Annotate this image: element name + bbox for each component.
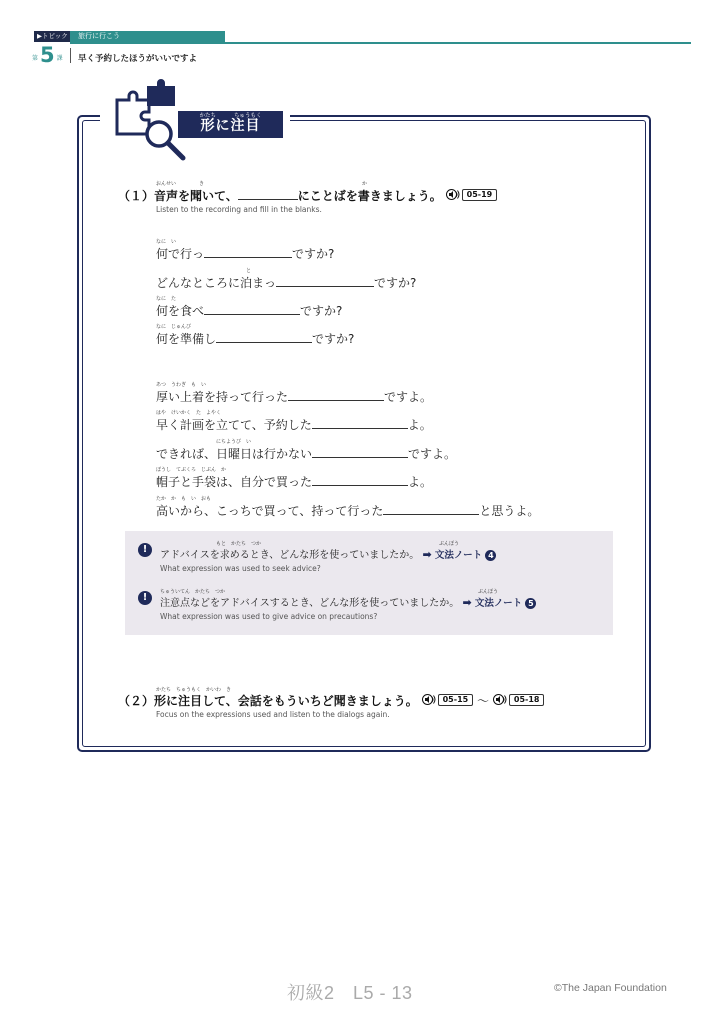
g2-ruby-1: あつ うわぎ も い (156, 382, 207, 388)
section-title-ruby (178, 111, 283, 119)
g2-post-5: と思うよ。 (479, 504, 540, 518)
g1-ruby-4: なに じゅんび (156, 324, 192, 330)
q1-blank (238, 188, 298, 200)
q2-audio-from[interactable] (422, 694, 474, 706)
note-1-ref[interactable] (435, 550, 497, 561)
q1-instruction (118, 187, 497, 204)
note-1-ref-label: 文法ノート (434, 550, 483, 561)
q2-subtitle: Focus on the expressions used and listen to the dialogs again. (156, 710, 390, 719)
ruby-chuumoku: ちゅうもく (234, 113, 262, 119)
q1-text-a: 音声を聞いて、 (154, 189, 238, 203)
g1-blank-2 (276, 275, 374, 287)
g1-item-3 (156, 295, 342, 319)
g2-pre-5: 高いから、こっちで買って、持って行った (156, 504, 384, 518)
note-1-text (160, 546, 496, 561)
g2-pre-2: 早く計画を立てて、予約した (156, 418, 312, 432)
g2-blank-2 (312, 417, 408, 429)
lesson-dai: 第 (32, 55, 39, 62)
g2-blank-1 (288, 389, 384, 401)
topic-title: 旅行に行こう (70, 31, 225, 42)
g1-post-4: ですか? (312, 332, 355, 346)
exclamation-icon: ! (138, 543, 152, 557)
q2-text: 形に注目して、会話をもういちど聞きましょう。 (154, 694, 418, 708)
q1-track: 05-19 (462, 189, 498, 201)
note-2-text (160, 594, 536, 609)
note-1-sub: What expression was used to seek advice? (160, 564, 321, 573)
g2-ruby-3: にちようび い (216, 439, 252, 445)
g1-blank-4 (216, 331, 312, 343)
section-title: 形に注目 (178, 111, 283, 138)
g1-post-3: ですか? (300, 304, 343, 318)
content-frame-inner (82, 120, 646, 747)
note-2-ruby: ちゅういてん かたち つか (160, 589, 226, 595)
q1-number: （１） (118, 189, 155, 203)
g1-blank-3 (204, 303, 300, 315)
lesson-separator (70, 48, 71, 63)
note-2-ref-num: 5 (525, 598, 536, 609)
q1-audio[interactable] (446, 189, 498, 201)
q2-number: （２） (118, 694, 155, 708)
g1-item-2 (156, 267, 416, 291)
copyright: ©The Japan Foundation (554, 982, 667, 994)
g1-ruby-3: なに た (156, 296, 177, 302)
g1-pre-3: 何を食べ (156, 304, 205, 318)
g1-ruby-1: なに い (156, 239, 177, 245)
lesson-num-value: 5 (40, 43, 55, 67)
lesson-title: 早く予約したほうがいいですよ (78, 54, 198, 64)
page-number: 初級2 L5 - 13 (287, 983, 413, 1003)
g1-blank-1 (204, 246, 292, 258)
q2-instruction (118, 692, 544, 709)
g2-post-3: ですよ。 (408, 447, 457, 461)
arrow-right-icon: ➡ (422, 548, 432, 561)
g2-pre-4: 帽子と手袋は、自分で買った (156, 475, 313, 489)
g1-post-1: ですか? (292, 247, 335, 261)
note-1-main: アドバイスを求めるとき、どんな形を使っていましたか。 (160, 550, 420, 561)
note-2-ref-label: 文法ノート (474, 598, 523, 609)
q2-track-to: 05-18 (509, 694, 545, 706)
q2-audio-to[interactable] (493, 694, 545, 706)
q2-ruby: かたち ちゅうもく かいわ き (156, 687, 232, 693)
g2-ruby-4: ぼうし てぶくろ じぶん か (156, 467, 227, 473)
q2-track-from: 05-15 (438, 694, 474, 706)
note-2-ref[interactable] (475, 598, 537, 609)
g2-item-4 (156, 466, 432, 490)
g2-post-1: ですよ。 (384, 390, 433, 404)
q2-tilde: ～ (477, 694, 490, 708)
speaker-icon (446, 189, 460, 200)
note-2-main: 注意点などをアドバイスするとき、どんな形を使っていましたか。 (160, 598, 460, 609)
header-divider (70, 42, 691, 44)
g2-blank-5 (383, 503, 479, 515)
g2-item-2 (156, 409, 432, 433)
g1-item-1 (156, 238, 334, 262)
arrow-right-icon: ➡ (462, 596, 472, 609)
speaker-icon (493, 694, 507, 705)
g2-item-3 (156, 438, 456, 462)
note-1-ref-num: 4 (485, 550, 496, 561)
lesson-ka: 課 (56, 55, 63, 62)
g2-pre-1: 厚い上着を持って行った (156, 390, 289, 404)
q1-subtitle: Listen to the recording and fill in the blanks. (156, 205, 322, 214)
g2-blank-3 (312, 446, 408, 458)
g1-ruby-2: と (246, 268, 252, 274)
g1-pre-1: 何で行っ (156, 247, 205, 261)
note-1 (138, 543, 152, 557)
note-1-ref-ruby: ぶんぽう (439, 541, 460, 547)
g1-post-2: ですか? (374, 276, 417, 290)
g2-post-4: よ。 (408, 475, 433, 489)
q1-ruby-ka: か (362, 181, 368, 187)
ruby-katachi: かたち (199, 113, 216, 119)
note-2-ref-ruby: ぶんぽう (478, 589, 499, 595)
g1-pre-4: 何を準備し (156, 332, 217, 346)
exclamation-icon: ! (138, 591, 152, 605)
g2-ruby-5: たか か も い おも (156, 496, 212, 502)
g2-post-2: よ。 (407, 418, 432, 432)
q1-text-b: にことばを書きましょう。 (297, 189, 442, 203)
topic-tag: ▶トピック (34, 31, 70, 42)
note-2 (138, 591, 152, 605)
q1-ruby-onsei: おんせい (156, 181, 177, 187)
g2-pre-3: できれば、日曜日は行かない (156, 447, 313, 461)
note-2-sub: What expression was used to give advice on precautions? (160, 612, 378, 621)
g1-item-4 (156, 323, 354, 347)
g2-blank-4 (312, 474, 408, 486)
g2-item-5 (156, 495, 539, 519)
lesson-number (32, 44, 63, 66)
note-1-ruby: もと かたち つか (216, 541, 262, 547)
g2-item-1 (156, 381, 432, 405)
g1-pre-2: どんなところに泊まっ (156, 276, 277, 290)
speaker-icon (422, 694, 436, 705)
g2-ruby-2: はや けいかく た よやく (156, 410, 222, 416)
q1-ruby-ki: き (199, 181, 205, 187)
